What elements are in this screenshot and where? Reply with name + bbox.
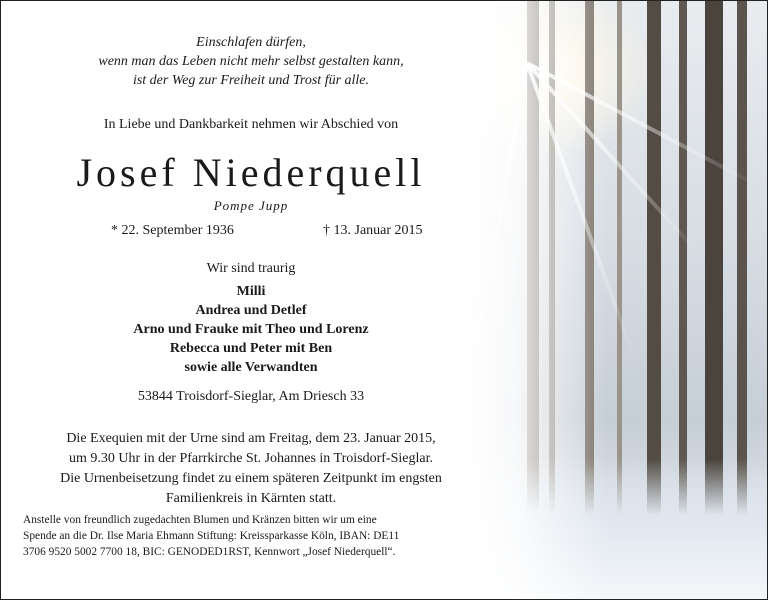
donation-line-2: Spende an die Dr. Ilse Maria Ehmann Stiftung: Kreissparkasse Köln, IBAN: DE11: [23, 530, 400, 542]
mourning-text: Wir sind traurig: [206, 261, 296, 276]
exequien-line-3: Die Urnenbeisetzung findet zu einem späteren Zeitpunkt im engsten: [60, 471, 442, 486]
death-date: † 13. Januar 2015: [323, 223, 423, 238]
family-member: Andrea und Detlef: [195, 303, 307, 318]
family-member: Rebecca und Peter mit Ben: [169, 341, 333, 356]
family-member: Arno und Frauke mit Theo und Lorenz: [133, 322, 369, 337]
birth-date: * 22. September 1936: [111, 223, 234, 238]
verse-line-2: wenn man das Leben nicht mehr selbst gestalten kann,: [98, 54, 404, 69]
verse-line-3: ist der Weg zur Freiheit und Trost für alle.: [132, 73, 370, 88]
exequien-line-4: Familienkreis in Kärnten statt.: [165, 491, 337, 506]
donation-line-3: 3706 9520 5002 7700 18, BIC: GENODED1RST, Kennwort „Josef Niederquell“.: [23, 546, 396, 558]
nickname: Pompe Jupp: [213, 198, 289, 213]
address: 53844 Troisdorf-Sieglar, Am Driesch 33: [137, 389, 365, 404]
exequien-line-2: um 9.30 Uhr in der Pfarrkirche St. Johannes in Troisdorf-Sieglar.: [69, 451, 433, 466]
intro-text: In Liebe und Dankbarkeit nehmen wir Abschied von: [103, 117, 399, 132]
family-member: sowie alle Verwandten: [184, 360, 318, 375]
exequien-line-1: Die Exequien mit der Urne sind am Freitag, dem 23. Januar 2015,: [66, 431, 436, 446]
deceased-name: Josef Niederquell: [76, 150, 426, 195]
family-member: Milli: [236, 284, 266, 299]
verse-line-1: Einschlafen dürfen,: [196, 35, 306, 50]
donation-line-1: Anstelle von freundlich zugedachten Blumen und Kränzen bitten wir um eine: [23, 514, 377, 526]
